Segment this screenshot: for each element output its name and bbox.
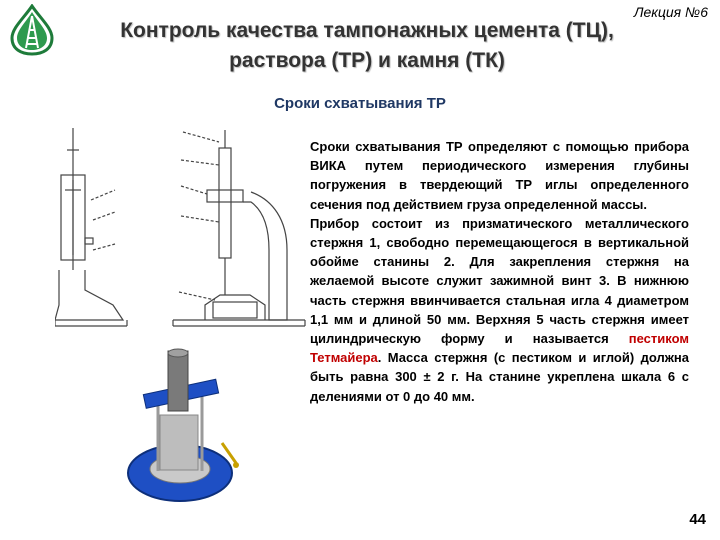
paragraph-2 [310, 214, 689, 406]
page-number: 44 [689, 511, 706, 528]
front-view-drawing [55, 128, 127, 326]
lecture-number: Лекция №6 [633, 4, 708, 20]
tetmajer-pestle-term: пестиком Тетмайера [310, 331, 689, 366]
slide-title-line-1: Контроль качества тампонажных цемента (ТЦ), [120, 19, 614, 42]
slide-title-line-2: раствора (ТР) и камня (ТК) [229, 49, 505, 72]
vicat-apparatus-photo [118, 345, 253, 510]
section-subtitle: Сроки схватывания ТР [274, 95, 446, 112]
paragraph-1: Сроки схватывания ТР определяют с помощью прибора ВИКА путем периодического измерения глубины погружения в твердеющий ТР иглы определенного сечения под действием груза определенной массы. [310, 139, 689, 212]
content-text [310, 137, 689, 406]
organization-logo [6, 4, 58, 56]
vicat-apparatus-drawing [55, 120, 315, 345]
slide-title [62, 16, 672, 76]
paragraph-2-text-b: . Масса стержня (с пестиком и иглой) должна быть равна 300 ± 2 г. На станине укреплена шкала 6 с делениями от 0 до 40 мм. [310, 350, 689, 404]
side-view-drawing [173, 130, 305, 326]
paragraph-2-text-a: Прибор состоит из призматического металлического стержня 1, свободно перемещающегося в вертикальной обойме станины 2. Для закрепления стержня на желаемой высоте служит зажимной винт 3. В нижнюю часть стержня ввинчивается стальная игла 4 диаметром 1,1 мм и длиной 50 мм. Верхняя 5 часть стержня имеет цилиндрическую форму и называется [310, 215, 689, 347]
